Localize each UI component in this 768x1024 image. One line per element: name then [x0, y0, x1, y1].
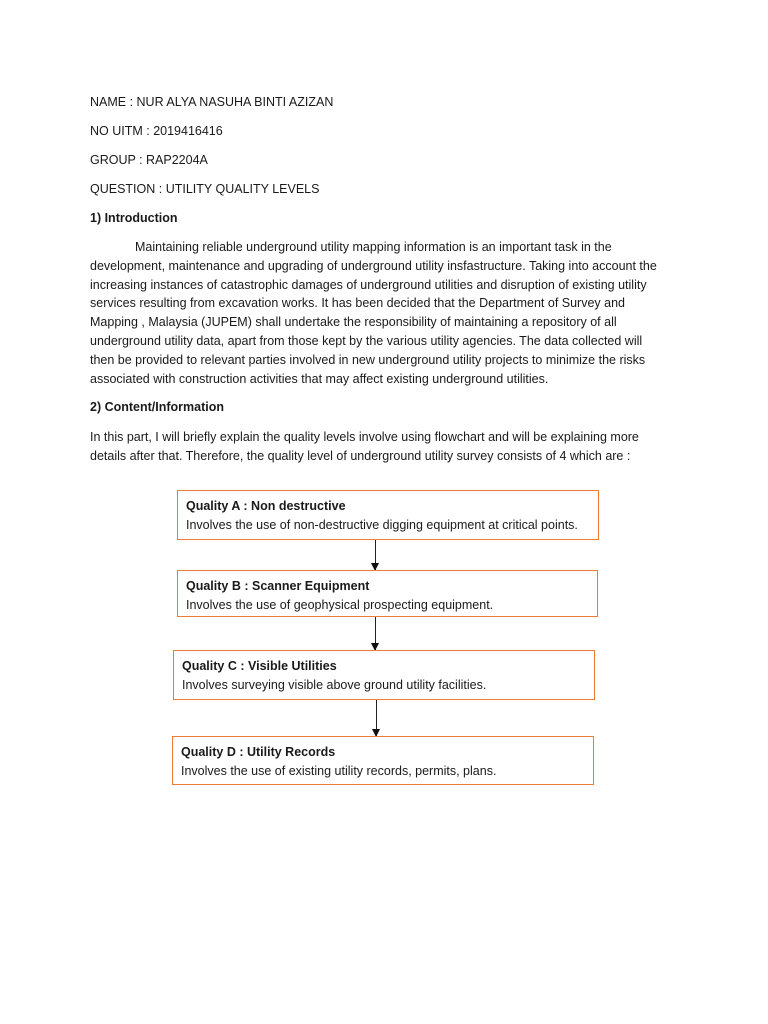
flow-box-description: Involves the use of geophysical prospecting equipment. — [186, 598, 494, 612]
paragraph-line: services resulting from excavation works. It has been decided that the Department of Survey and — [90, 296, 625, 311]
paragraph-line: associated with construction activities that may affect existing underground utilities. — [90, 371, 549, 386]
paragraph-line: increasing instances of catastrophic damages of underground utilities and disruption of existing utility — [90, 277, 647, 292]
student-name: NAME : NUR ALYA NASUHA BINTI AZIZAN — [90, 95, 334, 109]
flow-box-title: Quality B : Scanner Equipment — [186, 579, 370, 593]
flow-arrow — [375, 540, 376, 570]
paragraph-line: In this part, I will briefly explain the quality levels involve using flowchart and will be explaining more — [90, 430, 639, 444]
flow-box-title: Quality D : Utility Records — [181, 745, 336, 759]
question-title: QUESTION : UTILITY QUALITY LEVELS — [90, 182, 320, 196]
content-paragraph — [90, 428, 680, 466]
student-id: NO UITM : 2019416416 — [90, 124, 223, 138]
flow-box-title: Quality C : Visible Utilities — [182, 659, 337, 673]
flow-box-quality-d — [172, 736, 594, 785]
flow-box-description: Involves surveying visible above ground utility facilities. — [182, 678, 487, 692]
flow-box-description: Involves the use of non-destructive digging equipment at critical points. — [186, 518, 578, 532]
flow-arrow — [375, 617, 376, 650]
paragraph-line: details after that. Therefore, the quality level of underground utility survey consists of 4 which are : — [90, 448, 631, 463]
paragraph-line: Maintaining reliable underground utility mapping information is an important task in the — [135, 240, 612, 254]
paragraph-line: underground utility data, apart from those kept by the various utility agencies. The data collected will — [90, 333, 643, 348]
introduction-heading: 1) Introduction — [90, 211, 178, 225]
paragraph-line: then be provided to relevant parties involved in new underground utility projects to minimize the risks — [90, 352, 646, 367]
flow-box-quality-a — [177, 490, 599, 540]
flow-arrow — [376, 700, 377, 736]
flow-box-quality-b — [177, 570, 598, 617]
paragraph-line: Mapping , Malaysia (JUPEM) shall undertake the responsibility of maintaining a repository of all — [90, 315, 617, 330]
flow-box-quality-c — [173, 650, 595, 700]
introduction-paragraph — [90, 238, 680, 388]
student-group: GROUP : RAP2204A — [90, 153, 208, 167]
paragraph-line: development, maintenance and upgrading of underground utility insfastructure. Taking into account the — [90, 258, 657, 273]
flow-box-title: Quality A : Non destructive — [186, 499, 346, 513]
content-heading: 2) Content/Information — [90, 400, 225, 414]
flow-box-description: Involves the use of existing utility records, permits, plans. — [181, 764, 497, 778]
